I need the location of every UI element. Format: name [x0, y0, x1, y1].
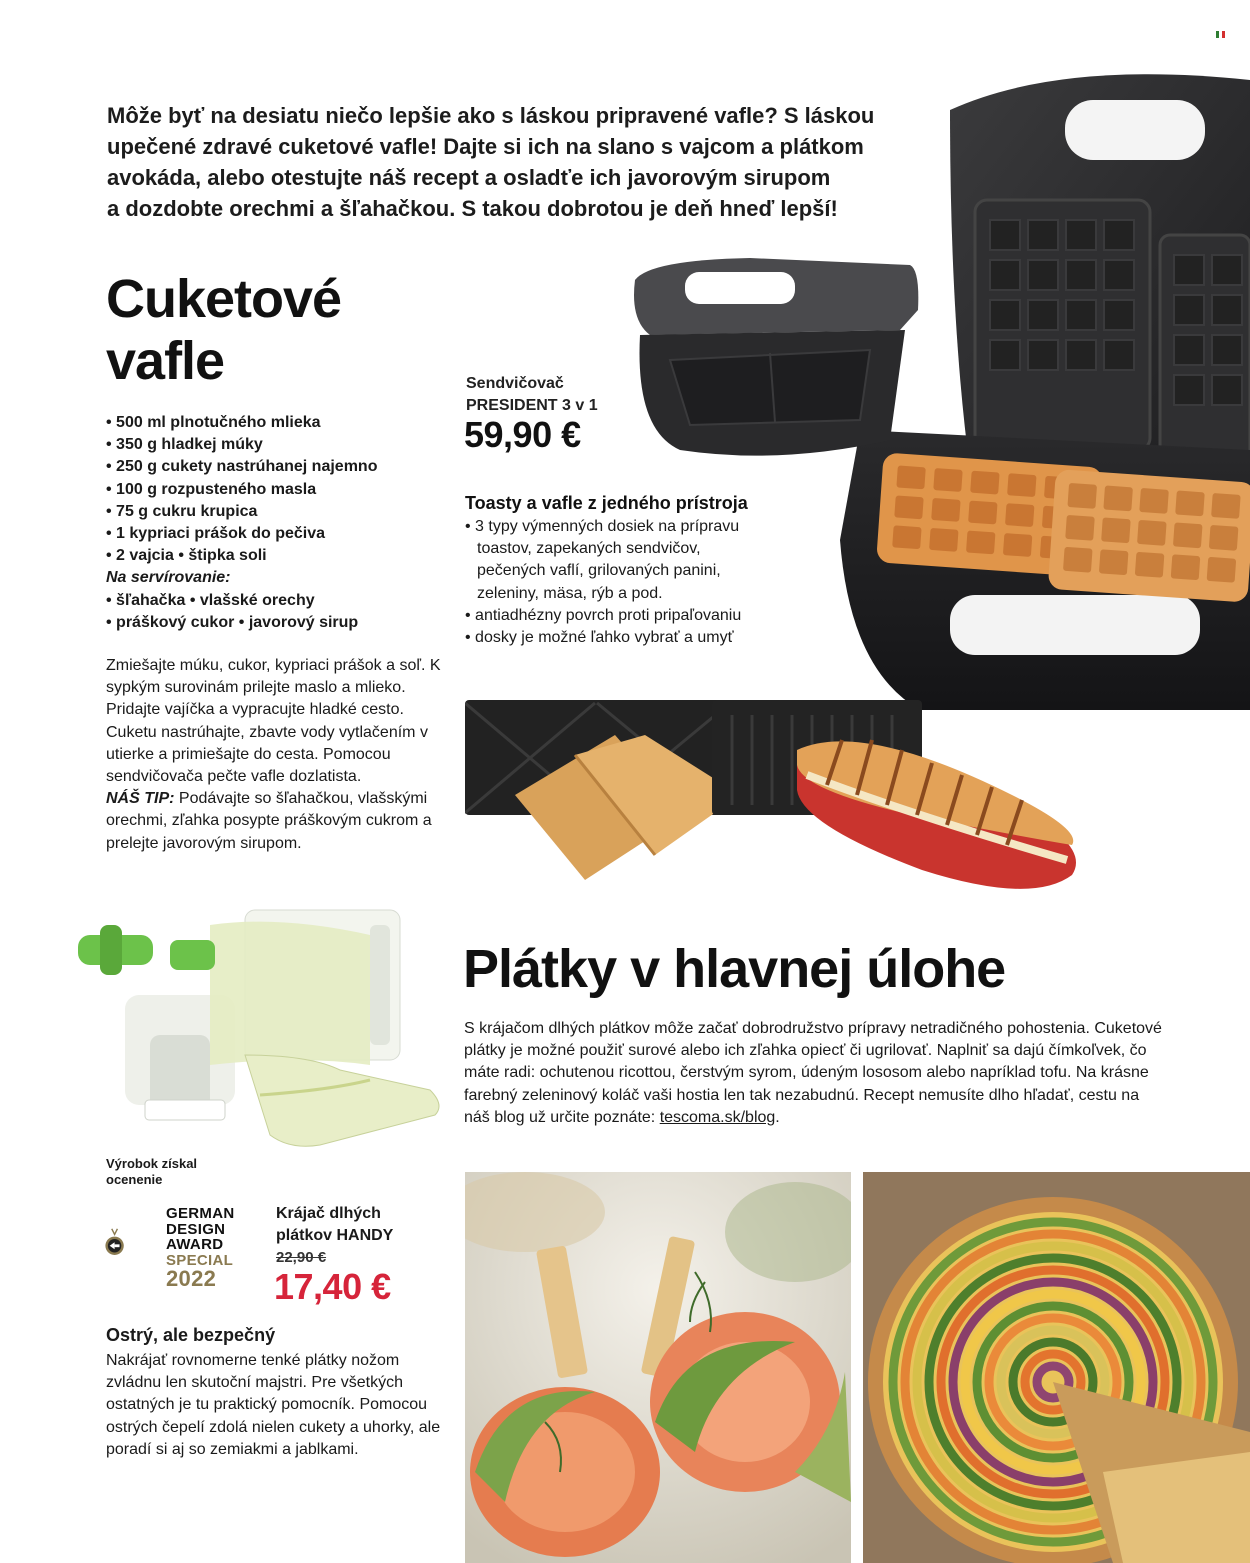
feature-item: • 3 typy výmenných dosiek na prípravu [465, 518, 740, 535]
blog-link[interactable]: tescoma.sk/blog [659, 1108, 776, 1126]
feature-item: pečených vaflí, grilovaných panini, [477, 562, 721, 580]
serving-item: • práškový cukor • javorový sirup [106, 613, 359, 631]
award-line: GERMAN [166, 1205, 235, 1222]
award-line: DESIGN [166, 1220, 226, 1238]
award-year: 2022 [166, 1266, 217, 1291]
feature-item: • dosky je možné ľahko vybrať a umyť [465, 629, 734, 647]
ingredient-item: • 75 g cukru krupica [106, 502, 258, 520]
slicer-image [70, 905, 450, 1155]
product-name-slicer [276, 1203, 393, 1247]
flag-icon [1216, 31, 1225, 38]
ingredient-item: • 1 kypriaci prášok do pečiva [106, 525, 326, 543]
product-name-line: Sendvičovač [466, 375, 564, 392]
ingredient-item: • 500 ml plnotučného mlieka [106, 414, 321, 431]
features-title: Toasty a vafle z jedného prístroja [465, 493, 748, 513]
vegetable-tart-photo [863, 1172, 1250, 1563]
intro-line: avokáda, alebo otestujte náš recept a osladťe ich javorovým sirupom [107, 165, 831, 190]
sale-price: 17,40 € [274, 1266, 391, 1307]
recipe-method [106, 655, 446, 855]
section-body [464, 1018, 1164, 1129]
award-line: AWARD [166, 1236, 224, 1253]
feature-item: • antiadhézny povrch proti pripaľovaniu [465, 606, 742, 624]
product-name-line: plátkov HANDY [276, 1227, 394, 1244]
ingredient-item: • 350 g hladkej múky [106, 436, 263, 454]
award-label-line: ocenenie [106, 1172, 163, 1187]
product-name-sandwich-maker [466, 373, 598, 417]
award-medal-icon [104, 1204, 164, 1284]
intro-text [107, 100, 897, 224]
feature-item: toastov, zapekaných sendvičov, [477, 540, 701, 558]
intro-line: Môže byť na desiatu niečo lepšie ako s láskou pripravené vafle? S láskou [107, 103, 875, 128]
ingredients-list [106, 412, 436, 634]
intro-line: upečené zdravé cuketové vafle! Dajte si ich na slano s vajcom a plátkom [107, 134, 864, 159]
serving-heading: Na servírovanie: [106, 569, 231, 587]
intro-line: a dozdobte orechmi a šľahačkou. S takou dobrotou je deň hneď lepší! [107, 196, 838, 221]
sharp-body: Nakrájať rovnomerne tenké plátky nožom zvládnu len skutoční majstri. Pre všetkých ostatných je tu praktický pomocník. Pomocou ostrých čepelí zdolá nielen cukety a uhorky, ale poradí si aj so zemiakmi a jablkami. [106, 1352, 441, 1458]
product-name-line: PRESIDENT 3 v 1 [466, 397, 598, 414]
salmon-rolls-photo [465, 1172, 851, 1563]
sandwich-maker-image [620, 250, 930, 470]
method-text: Zmiešajte múku, cukor, kypriaci prášok a soľ. K sypkým surovinám prilejte maslo a mlieko. Pridajte vajíčka a vypracujte hladké cesto. Cuketu nastrúhajte, zbavte vody vytlačením v utierke a primiešajte do cesta. Pomocou sendvičovača pečte vafle dozlatista. [106, 657, 441, 786]
ingredient-item: • 100 g rozpusteného masla [106, 480, 317, 498]
award-label-line: Výrobok získal [106, 1156, 198, 1171]
panini-plate-image [712, 695, 1092, 905]
recipe-title-line: vafle [106, 331, 225, 391]
old-price: 22,90 € [276, 1249, 327, 1266]
serving-item: • šľahačka • vlašské orechy [106, 591, 315, 609]
recipe-title [106, 268, 341, 392]
award-line: SPECIAL [166, 1251, 234, 1269]
ingredient-item: • 2 vajcia • štipka soli [106, 547, 267, 565]
sharp-title: Ostrý, ale bezpečný [106, 1325, 276, 1345]
award-text [166, 1206, 234, 1290]
tip-label: NÁŠ TIP: [106, 790, 175, 808]
section-body-text: S krájačom dlhých plátkov môže začať dobrodružstvo prípravy netradičného pohostenia. Cuketové plátky je možné použiť surové alebo ich zľahka opieсť či ugrilovať. Naplniť sa dajú čímkoľvek, čo máte radi: ochutenou ricottou, čerstvým syrom, údeným lososom alebo napríklad tofu. Na krásne farebný zeleninový koláč vaši hostia len tak nezabudnú. Recept nemusíte dlho hľadať, cestu na náš blog už určite poznáte: [464, 1020, 1162, 1126]
section-body-end: . [775, 1108, 780, 1126]
product-name-line: Krájač dlhých [276, 1205, 381, 1222]
section-title: Plátky v hlavnej úlohe [463, 939, 1006, 999]
feature-item: zeleniny, mäsa, rýb a pod. [477, 584, 663, 602]
features-list [465, 516, 795, 649]
award-label [106, 1156, 197, 1188]
ingredient-item: • 250 g cukety nastrúhanej najemno [106, 458, 378, 476]
recipe-title-line: Cuketové [106, 269, 342, 329]
tip-text: Podávajte so šľahačkou, vlašskými orechmi, zľahka posypte práškovým cukrom a prelejte javorovým sirupom. [106, 790, 432, 852]
product-price-sandwich-maker: 59,90 € [464, 414, 581, 455]
